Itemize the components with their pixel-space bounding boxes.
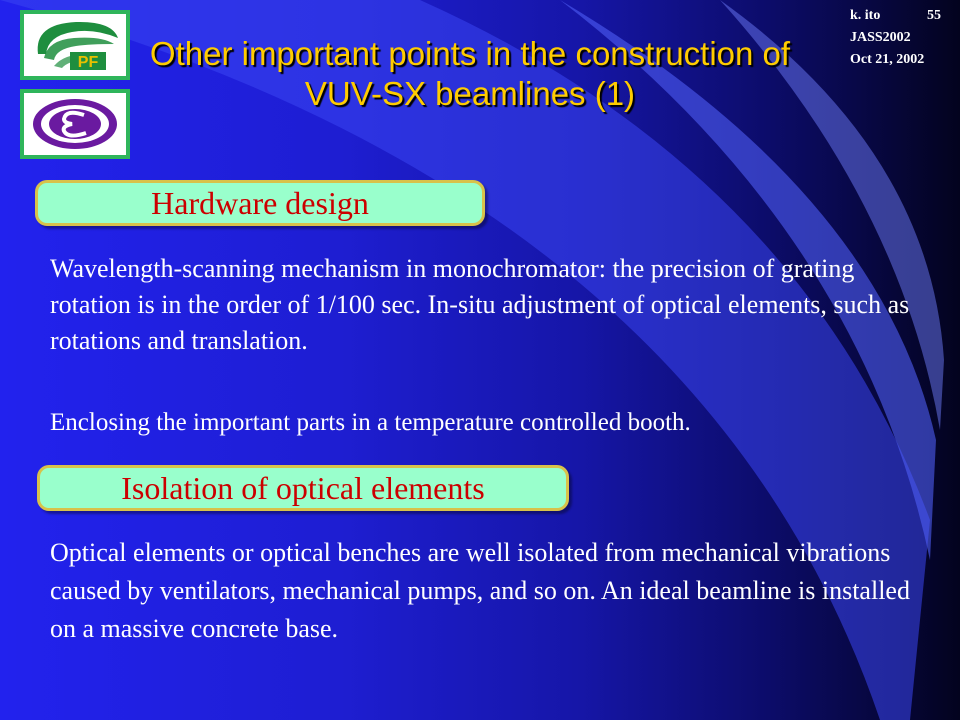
- page-number: 55: [927, 8, 941, 23]
- pf-logo-icon: [24, 14, 126, 76]
- paragraph-wavelength-scanning: Wavelength-scanning mechanism in monochromator: the precision of grating rotation is in the order of 1/100 sec. In-situ adjustment of optical elements, such as rotations and translation.: [50, 254, 910, 355]
- section-heading-hardware-design: Hardware design: [35, 180, 485, 226]
- e-logo-icon: [24, 93, 126, 155]
- conference-name: JASS2002: [850, 30, 911, 45]
- presentation-date: Oct 21, 2002: [850, 52, 925, 67]
- pf-logo: [20, 10, 130, 80]
- author-name: k. ito: [850, 8, 881, 23]
- paragraph-enclosing-booth: Enclosing the important parts in a temperature controlled booth.: [50, 409, 691, 436]
- section-heading-isolation: Isolation of optical elements: [37, 465, 569, 511]
- pf-logo-text: PF: [77, 54, 99, 71]
- slide-title: Other important points in the construction of VUV-SX beamlines (1): [149, 35, 791, 112]
- e-logo: [20, 89, 130, 159]
- paragraph-optical-isolation: Optical elements or optical benches are well isolated from mechanical vibrations caused by ventilators, mechanical pumps, and so on. An ideal beamline is installed on a massive concrete base.: [50, 538, 910, 643]
